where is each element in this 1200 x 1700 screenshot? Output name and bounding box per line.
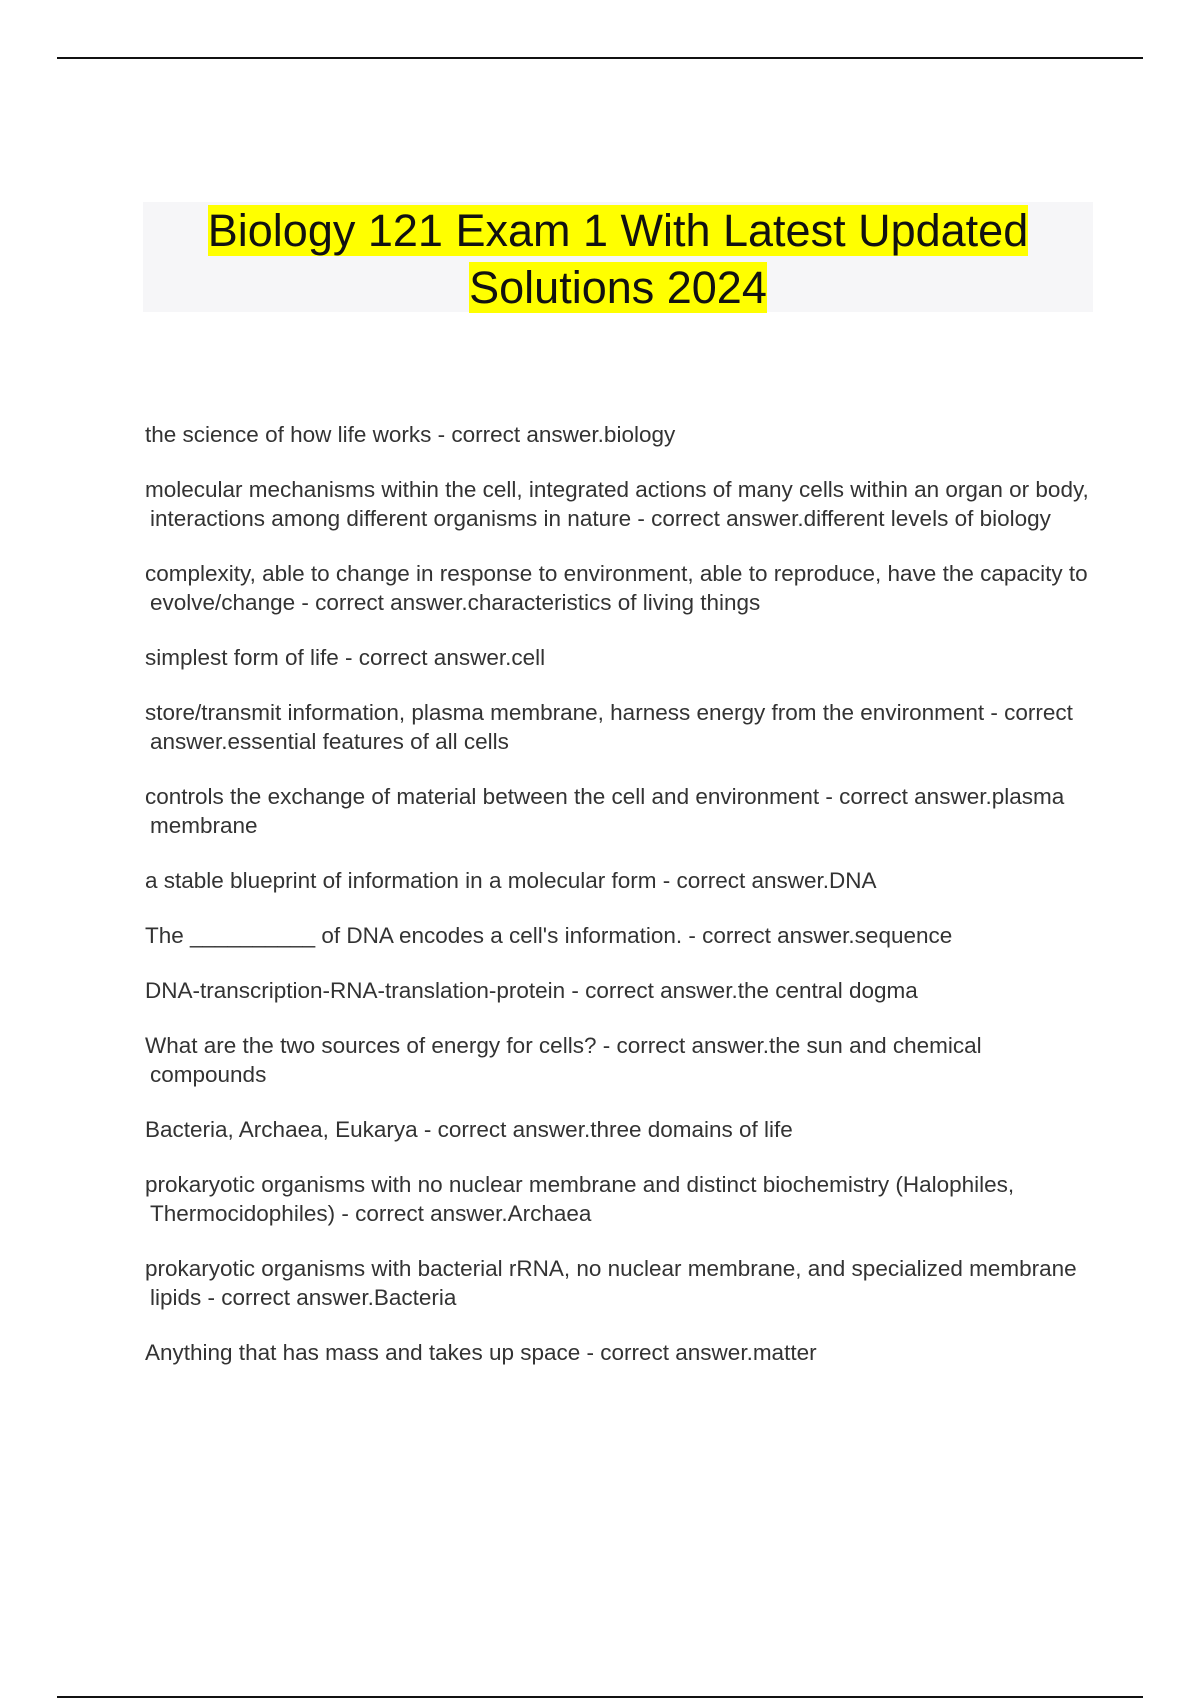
list-item: The __________ of DNA encodes a cell's information. - correct answer.sequence [145,923,953,948]
top-rule [57,57,1143,59]
list-item: simplest form of life - correct answer.cell [145,645,546,670]
list-item: prokaryotic organisms with no nuclear membrane and distinct biochemistry (Halophiles, Thermocidophiles) - correct answer.Archaea [145,1172,1015,1226]
list-item: What are the two sources of energy for cells? - correct answer.the sun and chemical compounds [145,1033,982,1087]
list-item: Anything that has mass and takes up space - correct answer.matter [145,1340,817,1365]
list-item: Bacteria, Archaea, Eukarya - correct answer.three domains of life [145,1117,793,1142]
list-item: complexity, able to change in response to environment, able to reproduce, have the capacity to evolve/change - correct answer.characteristics of living things [145,561,1088,615]
list-item: molecular mechanisms within the cell, integrated actions of many cells within an organ or body, interactions among different organisms in nature - correct answer.different levels of biology [145,477,1089,531]
qa-list [145,420,1090,1393]
list-item: prokaryotic organisms with bacterial rRNA, no nuclear membrane, and specialized membrane lipids - correct answer.Bacteria [145,1256,1077,1310]
page-title: Biology 121 Exam 1 With Latest Updated Solutions 2024 [207,205,1029,313]
list-item: store/transmit information, plasma membrane, harness energy from the environment - correct answer.essential features of all cells [145,700,1073,754]
list-item: controls the exchange of material between the cell and environment - correct answer.plasma membrane [145,784,1065,838]
list-item: DNA-transcription-RNA-translation-protein - correct answer.the central dogma [145,978,918,1003]
bottom-rule [57,1696,1143,1698]
list-item: a stable blueprint of information in a molecular form - correct answer.DNA [145,868,877,893]
title-box [143,202,1093,312]
list-item: the science of how life works - correct answer.biology [145,422,676,447]
